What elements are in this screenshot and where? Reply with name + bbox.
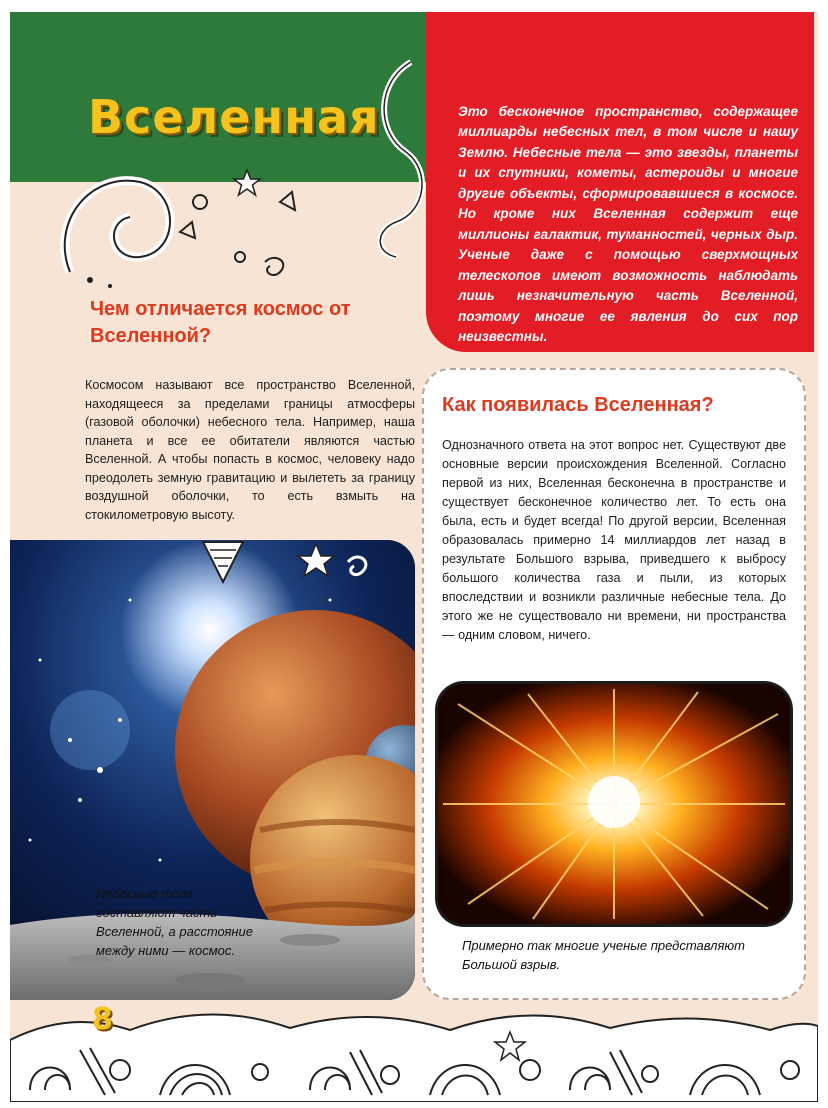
big-bang-image: [438, 684, 790, 924]
section1-text: Космосом называют все пространство Вселенной, находящееся за пределами границы атмосферы (газовой оболочки) небесного тела. Например, наша планета и все ее обитатели являются частью Вселенной. А чтобы попасть в космос, человеку надо преодолеть земную гравитацию и вылететь за границу воздушной оболочки, то есть взмыть на стокилометровую высоту.: [85, 378, 415, 522]
section2-text: Однозначного ответа на этот вопрос нет. Существуют две основные версии происхождения Вселенной. Согласно первой из них, Вселенная бесконечна в пространстве и существует бесконечное количество лет. То есть она была, есть и будет всегда! По другой версии, Вселенная образовалась примерно 14 миллиардов лет назад в результате Большого взрыва, приведшего к выбросу большого количества газа и пыли, из которых впоследствии и возникли различные небесные тела. До этого же не существовало ни времени, ни пространства — одним словом, ничего.: [442, 438, 786, 642]
triangle-ornament-icon: [198, 532, 378, 592]
swirl-ornament-icon: [50, 162, 310, 292]
big-bang-caption: Примерно так многие ученые представляют Большой взрыв.: [462, 938, 746, 972]
zentangle-border-icon: [10, 980, 818, 1102]
section1-heading: Чем отличается космос от Вселенной?: [90, 298, 351, 347]
planets-caption: Небесные тела составляют часть Вселенной, а расстояние между ними — космос.: [96, 886, 254, 958]
page-number: 8: [92, 1002, 113, 1037]
page-title: Вселенная: [88, 90, 380, 144]
intro-text: Это бесконечное пространство, содержащее миллиарды небесных тел, в том числе и нашу Землю. Небесные тела — это звезды, планеты и их спутники, кометы, астероиды и многие другие объекты, сформировавшиеся в космосе. Но кроме них Вселенная содержит еще миллионы галактик, туманностей, черных дыр. Ученые даже с помощью сверхмощных телескопов имеют возможность наблюдать лишь незначительную часть Вселенной, поэтому многие ее явления до сих пор неизвестны.: [458, 103, 798, 344]
page: [10, 12, 818, 1102]
star-icon: [232, 168, 262, 198]
section2-heading: Как появилась Вселенная?: [442, 394, 714, 416]
